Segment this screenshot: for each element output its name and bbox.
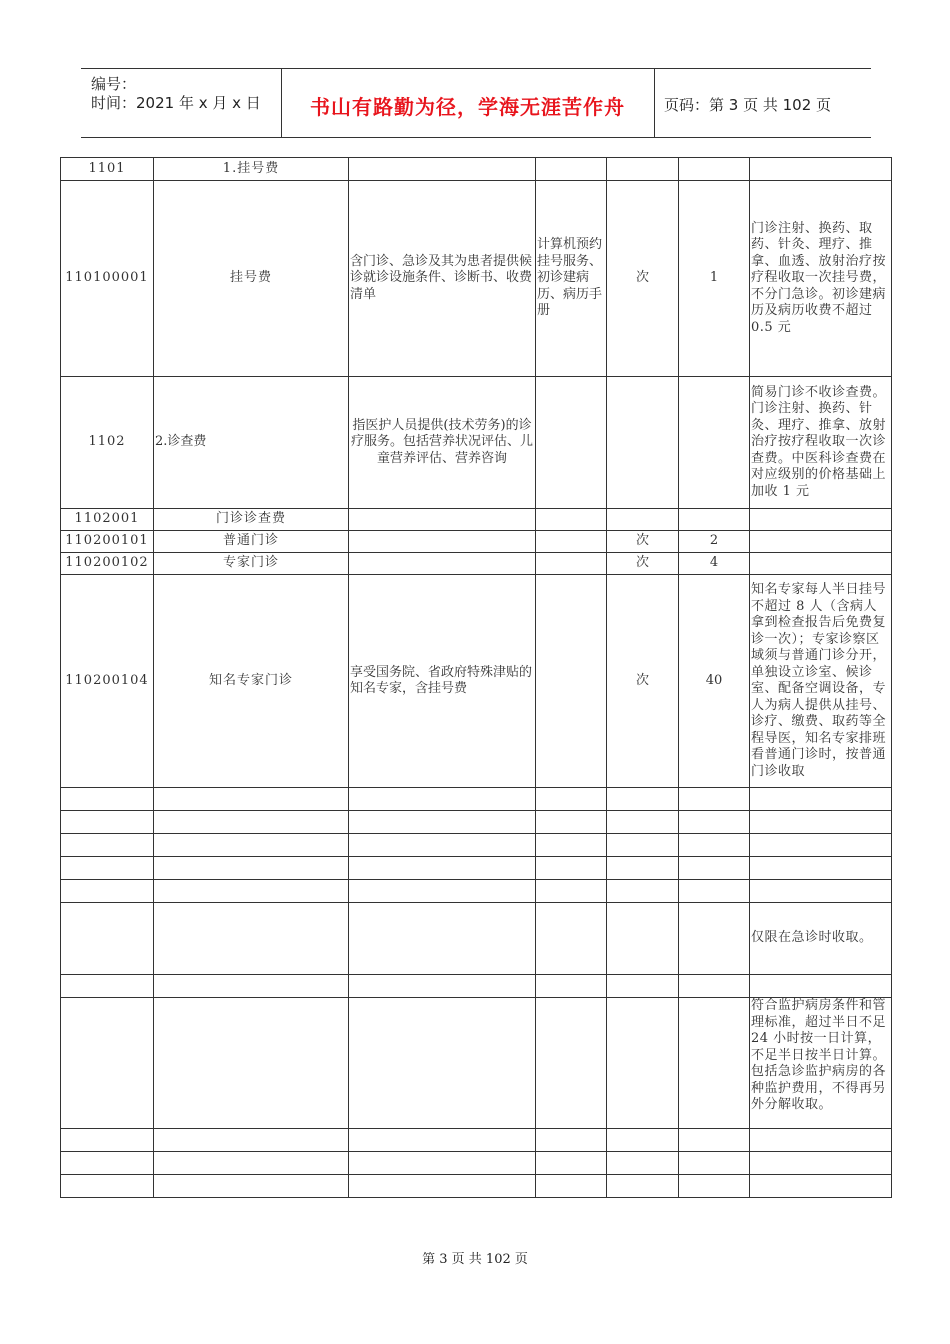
item-unit: [607, 834, 679, 857]
item-content: [349, 553, 536, 575]
item-name: [154, 857, 349, 880]
item-unit: [607, 788, 679, 811]
item-exclusions: [536, 834, 607, 857]
item-unit: [607, 880, 679, 903]
table-row: [61, 998, 892, 1129]
item-price: [679, 377, 750, 509]
item-price: 2: [679, 531, 750, 553]
item-price: [679, 880, 750, 903]
item-content: 指医护人员提供(技术劳务)的诊疗服务。包括营养状况评估、儿童营养评估、营养咨询: [349, 377, 536, 509]
item-unit: [607, 1129, 679, 1152]
item-name: [154, 834, 349, 857]
item-note: [750, 880, 892, 903]
item-code: 1102001: [61, 509, 154, 531]
item-exclusions: [536, 377, 607, 509]
item-exclusions: [536, 788, 607, 811]
document-code-label: 编号：: [91, 75, 137, 93]
item-exclusions: [536, 1129, 607, 1152]
item-exclusions: [536, 998, 607, 1129]
item-note: [750, 509, 892, 531]
item-content: [349, 975, 536, 998]
item-exclusions: [536, 531, 607, 553]
table-row: [61, 1175, 892, 1198]
item-code: 110200102: [61, 553, 154, 575]
item-code: [61, 903, 154, 975]
item-name: 1.挂号费: [154, 158, 349, 181]
item-note: [750, 975, 892, 998]
item-code: [61, 811, 154, 834]
item-exclusions: [536, 975, 607, 998]
item-unit: [607, 998, 679, 1129]
item-price: 40: [679, 575, 750, 788]
item-note: [750, 811, 892, 834]
item-note: [750, 553, 892, 575]
item-name: 2.诊查费: [154, 377, 349, 509]
item-name: [154, 811, 349, 834]
table-row: [61, 788, 892, 811]
item-note: [750, 531, 892, 553]
item-price: [679, 158, 750, 181]
table-row: [61, 181, 892, 377]
item-exclusions: [536, 509, 607, 531]
item-name: 门诊诊查费: [154, 509, 349, 531]
item-unit: [607, 377, 679, 509]
item-content: [349, 531, 536, 553]
item-content: [349, 811, 536, 834]
item-code: [61, 1129, 154, 1152]
table-row: [61, 509, 892, 531]
item-code: [61, 834, 154, 857]
header-divider: [654, 69, 655, 137]
item-exclusions: [536, 1175, 607, 1198]
table-row: [61, 1152, 892, 1175]
table-row: [61, 575, 892, 788]
item-code: [61, 998, 154, 1129]
table-row: [61, 553, 892, 575]
table-row: [61, 857, 892, 880]
table-row: [61, 880, 892, 903]
item-note: [750, 1175, 892, 1198]
item-code: 110200101: [61, 531, 154, 553]
item-price: [679, 811, 750, 834]
item-code: 110100001: [61, 181, 154, 377]
item-exclusions: [536, 158, 607, 181]
item-code: [61, 1152, 154, 1175]
item-note: [750, 834, 892, 857]
item-code: [61, 788, 154, 811]
item-note: [750, 1129, 892, 1152]
item-content: [349, 998, 536, 1129]
item-note: 仅限在急诊时收取。: [750, 903, 892, 975]
item-exclusions: [536, 811, 607, 834]
item-unit: 次: [607, 181, 679, 377]
table-row: [61, 811, 892, 834]
item-content: [349, 880, 536, 903]
item-note: [750, 788, 892, 811]
item-price: [679, 509, 750, 531]
item-unit: [607, 975, 679, 998]
item-code: 1102: [61, 377, 154, 509]
table-row: [61, 377, 892, 509]
item-name: [154, 975, 349, 998]
item-code: [61, 857, 154, 880]
item-code: [61, 975, 154, 998]
item-name: [154, 880, 349, 903]
item-exclusions: [536, 880, 607, 903]
item-unit: [607, 811, 679, 834]
table-row: [61, 531, 892, 553]
item-content: [349, 1152, 536, 1175]
item-exclusions: [536, 857, 607, 880]
item-content: [349, 509, 536, 531]
item-name: [154, 1129, 349, 1152]
item-name: 普通门诊: [154, 531, 349, 553]
item-name: 专家门诊: [154, 553, 349, 575]
item-note: 符合监护病房条件和管理标准，超过半日不足 24 小时按一日计算，不足半日按半日计算。包括急诊监护病房的各种监护费用，不得再另外分解收取。: [750, 998, 892, 1129]
item-price: [679, 857, 750, 880]
header-page-info: 页码：第 3 页 共 102 页: [664, 96, 832, 114]
table-row: [61, 903, 892, 975]
item-content: [349, 834, 536, 857]
item-note: 门诊注射、换药、取药、针灸、理疗、推拿、血透、放射治疗按疗程收取一次挂号费，不分门急诊。初诊建病历及病历收费不超过 0.5 元: [750, 181, 892, 377]
item-content: [349, 1175, 536, 1198]
item-price: 1: [679, 181, 750, 377]
page-footer: 第 3 页 共 102 页: [422, 1252, 528, 1267]
item-exclusions: 计算机预约挂号服务、初诊建病历、病历手册: [536, 181, 607, 377]
item-code: [61, 1175, 154, 1198]
item-content: [349, 788, 536, 811]
item-name: [154, 1152, 349, 1175]
item-exclusions: [536, 903, 607, 975]
item-exclusions: [536, 1152, 607, 1175]
item-content: [349, 857, 536, 880]
document-date: 时间：2021 年 x 月 x 日: [91, 94, 261, 112]
item-price: 4: [679, 553, 750, 575]
item-price: [679, 1175, 750, 1198]
item-content: [349, 903, 536, 975]
table-row: [61, 975, 892, 998]
item-unit: [607, 903, 679, 975]
item-note: [750, 857, 892, 880]
item-note: [750, 1152, 892, 1175]
item-unit: [607, 857, 679, 880]
item-content: 享受国务院、省政府特殊津贴的知名专家，含挂号费: [349, 575, 536, 788]
item-code: [61, 880, 154, 903]
item-exclusions: [536, 575, 607, 788]
item-content: [349, 158, 536, 181]
fee-table: [60, 157, 892, 1198]
item-note: [750, 158, 892, 181]
item-name: 挂号费: [154, 181, 349, 377]
item-name: [154, 903, 349, 975]
item-unit: [607, 509, 679, 531]
item-price: [679, 975, 750, 998]
item-price: [679, 998, 750, 1129]
item-code: 110200104: [61, 575, 154, 788]
item-price: [679, 1152, 750, 1175]
item-price: [679, 834, 750, 857]
item-name: 知名专家门诊: [154, 575, 349, 788]
header-motto: 书山有路勤为径，学海无涯苦作舟: [310, 95, 625, 119]
item-name: [154, 1175, 349, 1198]
item-name: [154, 788, 349, 811]
item-unit: [607, 1175, 679, 1198]
item-code: 1101: [61, 158, 154, 181]
item-content: 含门诊、急诊及其为患者提供候诊就诊设施条件、诊断书、收费清单: [349, 181, 536, 377]
item-content: [349, 1129, 536, 1152]
item-unit: 次: [607, 553, 679, 575]
item-unit: [607, 1152, 679, 1175]
item-note: 简易门诊不收诊查费。门诊注射、换药、针灸、理疗、推拿、放射治疗按疗程收取一次诊查费。中医科诊查费在对应级别的价格基础上加收 1 元: [750, 377, 892, 509]
table-row: [61, 834, 892, 857]
table-row: [61, 1129, 892, 1152]
item-unit: 次: [607, 575, 679, 788]
item-unit: [607, 158, 679, 181]
table-row: [61, 158, 892, 181]
item-price: [679, 903, 750, 975]
item-unit: 次: [607, 531, 679, 553]
item-note: 知名专家每人半日挂号不超过 8 人（含病人拿到检查报告后免费复诊一次）；专家诊察区域须与普通门诊分开，单独设立诊室、候诊室、配备空调设备，专人为病人提供从挂号、诊疗、缴费、取药等全程导医，知名专家排班看普通门诊时，按普通门诊收取: [750, 575, 892, 788]
item-price: [679, 788, 750, 811]
item-name: [154, 998, 349, 1129]
page-header: [81, 68, 871, 138]
item-price: [679, 1129, 750, 1152]
item-exclusions: [536, 553, 607, 575]
